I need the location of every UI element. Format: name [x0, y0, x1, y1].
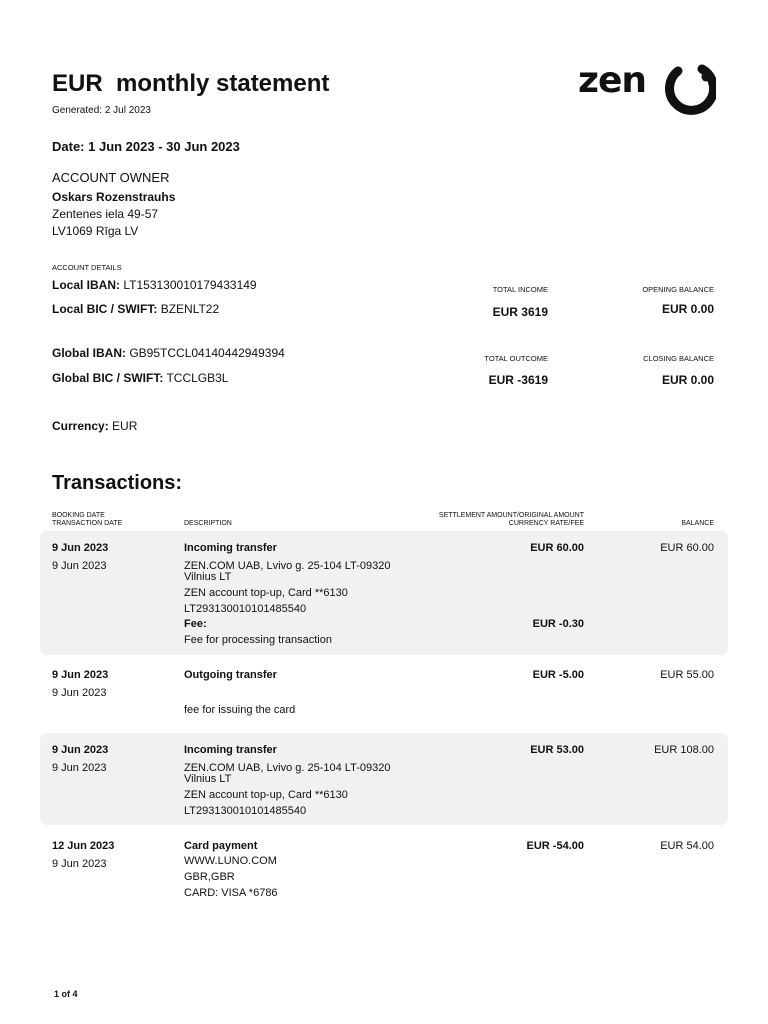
description-line: GBR,GBR: [184, 871, 235, 883]
settlement-amount: EUR -54.00: [526, 840, 584, 852]
global-iban-value: GB95TCCL04140442949394: [129, 346, 285, 360]
transactions-title: Transactions:: [52, 472, 183, 494]
fee-label: Fee:: [184, 618, 207, 630]
currency-label: Currency:: [52, 419, 109, 433]
table-row: [40, 733, 728, 825]
transaction-type: Incoming transfer: [184, 542, 277, 554]
col-header-description: DESCRIPTION: [184, 520, 232, 527]
account-owner-heading: ACCOUNT OWNER: [52, 170, 170, 185]
col-header-amount: [439, 512, 584, 528]
transaction-date: 9 Jun 2023: [52, 560, 107, 572]
page-number: 1 of 4: [54, 989, 78, 999]
opening-balance-value: EUR 0.00: [661, 302, 714, 316]
description-line: LT293130010101485540: [184, 603, 307, 615]
transaction-type: Outgoing transfer: [184, 669, 277, 681]
logo-text: zen: [578, 60, 646, 101]
closing-balance-label: CLOSING BALANCE: [643, 354, 714, 363]
booking-date: 9 Jun 2023: [52, 744, 109, 756]
balance: EUR 54.00: [660, 840, 714, 852]
col-header-dates: [52, 512, 122, 528]
total-outcome-label: TOTAL OUTCOME: [484, 354, 548, 363]
opening-balance-label: OPENING BALANCE: [642, 285, 714, 294]
account-owner-name: Oskars Rozenstrauhs: [52, 190, 176, 204]
address-line-1: Zentenes iela 49-57: [52, 207, 159, 221]
transaction-date: 9 Jun 2023: [52, 858, 107, 870]
col-header-booking-date: BOOKING DATE: [52, 512, 105, 519]
settlement-amount: EUR 60.00: [530, 542, 584, 554]
zen-ring-logo-icon: [658, 59, 716, 115]
global-bic-label: Global BIC / SWIFT:: [52, 371, 164, 385]
col-header-transaction-date: TRANSACTION DATE: [52, 520, 123, 527]
local-bic: [52, 302, 219, 316]
zen-logo: [578, 58, 718, 114]
global-iban-label: Global IBAN:: [52, 346, 126, 360]
fee-description: Fee for processing transaction: [184, 634, 332, 646]
col-header-balance: BALANCE: [681, 520, 714, 527]
balance: EUR 108.00: [654, 744, 714, 756]
booking-date: 12 Jun 2023: [52, 840, 115, 852]
table-row: [40, 531, 728, 655]
total-outcome-value: EUR -3619: [488, 373, 548, 387]
transaction-type: Card payment: [184, 840, 258, 852]
currency-value: EUR: [112, 419, 138, 433]
description-line: fee for issuing the card: [184, 704, 296, 716]
local-bic-value: BZENLT22: [160, 302, 220, 316]
statement-title: EUR monthly statement: [52, 70, 330, 97]
currency: [52, 419, 137, 433]
description-line: ZEN.COM UAB, Lvivo g. 25-104 LT-09320: [184, 762, 391, 774]
global-bic-value: TCCLGB3L: [166, 371, 229, 385]
transaction-date: 9 Jun 2023: [52, 687, 107, 699]
global-bic: [52, 371, 228, 385]
local-iban-value: LT153130010179433149: [123, 278, 257, 292]
total-income-value: EUR 3619: [492, 305, 548, 319]
statement-period: Date: 1 Jun 2023 - 30 Jun 2023: [52, 139, 240, 154]
address-line-2: LV1069 Rīga LV: [52, 224, 139, 238]
account-details-heading: ACCOUNT DETAILS: [52, 263, 122, 272]
total-income-label: TOTAL INCOME: [492, 285, 548, 294]
generated-date: Generated: 2 Jul 2023: [52, 105, 151, 116]
local-iban: [52, 278, 257, 292]
local-bic-label: Local BIC / SWIFT:: [52, 302, 158, 316]
description-line: Vilnius LT: [184, 773, 232, 785]
balance: EUR 55.00: [660, 669, 714, 681]
settlement-amount: EUR -5.00: [532, 669, 584, 681]
description-line: CARD: VISA *6786: [184, 887, 278, 899]
settlement-amount: EUR 53.00: [530, 744, 584, 756]
global-iban: [52, 346, 285, 360]
balance: EUR 60.00: [660, 542, 714, 554]
description-line: ZEN account top-up, Card **6130: [184, 587, 348, 599]
transaction-type: Incoming transfer: [184, 744, 277, 756]
description-line: Vilnius LT: [184, 571, 232, 583]
booking-date: 9 Jun 2023: [52, 669, 109, 681]
description-line: LT293130010101485540: [184, 805, 307, 817]
local-iban-label: Local IBAN:: [52, 278, 121, 292]
description-line: ZEN.COM UAB, Lvivo g. 25-104 LT-09320: [184, 560, 391, 572]
description-line: WWW.LUNO.COM: [184, 855, 277, 867]
description-line: ZEN account top-up, Card **6130: [184, 789, 348, 801]
fee-amount: EUR -0.30: [532, 618, 584, 630]
booking-date: 9 Jun 2023: [52, 542, 109, 554]
col-header-settlement-amount: SETTLEMENT AMOUNT/ORIGINAL AMOUNT: [438, 512, 584, 519]
col-header-rate-fee: CURRENCY RATE/FEE: [508, 520, 584, 527]
transaction-date: 9 Jun 2023: [52, 762, 107, 774]
closing-balance-value: EUR 0.00: [661, 373, 714, 387]
